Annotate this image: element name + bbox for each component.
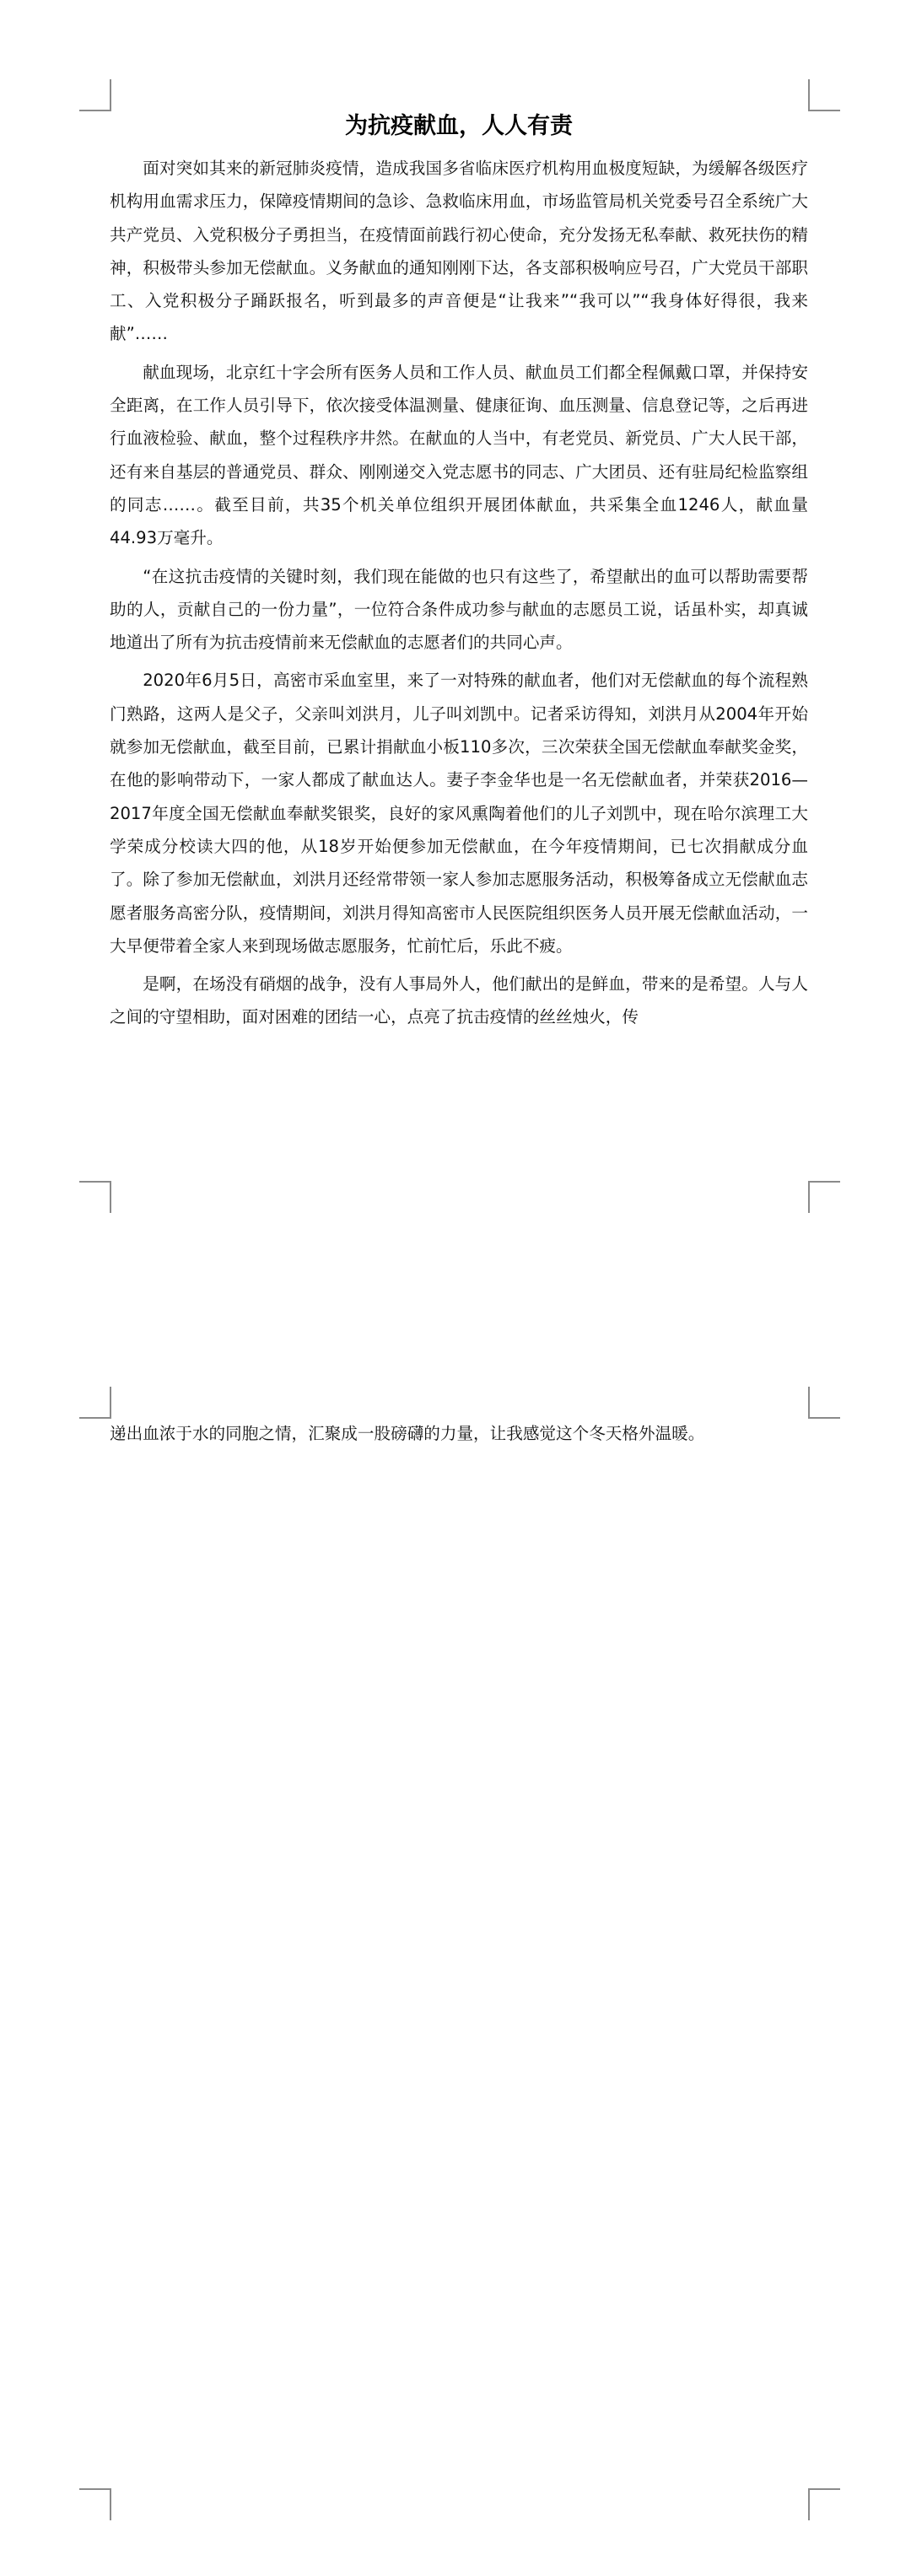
document-page-2: [0, 1346, 911, 2576]
paragraph: 2020年6月5日，高密市采血室里，来了一对特殊的献血者，他们对无偿献血的每个流程熟门熟路，这两人是父子，父亲叫刘洪月，儿子叫刘凯中。记者采访得知，刘洪月从2004年开始就参加无偿献血，截至目前，已累计捐献血小板110多次，三次荣获全国无偿献血奉献奖金奖，在他的影响带动下，一家人都成了献血达人。妻子李金华也是一名无偿献血者，并荣获2016—2017年度全国无偿献血奉献奖银奖，良好的家风熏陶着他们的儿子刘凯中，现在哈尔滨理工大学荣成分校读大四的他，从18岁开始便参加无偿献血，在今年疫情期间，已七次捐献成分血了。除了参加无偿献血，刘洪月还经常带领一家人参加志愿服务活动，积极筹备成立无偿献血志愿者服务高密分队，疫情期间，刘洪月得知高密市人民医院组织医务人员开展无偿献血活动，一大早便带着全家人来到现场做志愿服务，忙前忙后，乐此不疲。: [110, 671, 808, 956]
page-corner-mark: [79, 79, 111, 111]
document-body: [110, 152, 808, 1034]
page-corner-mark: [79, 1181, 111, 1213]
page-corner-mark: [808, 1181, 840, 1213]
paragraph: “在这抗击疫情的关键时刻，我们现在能做的也只有这些了，希望献出的血可以帮助需要帮助的人，贡献自己的一份力量”，一位符合条件成功参与献血的志愿员工说，话虽朴实，却真诚地道出了所有为抗击疫情前来无偿献血的志愿者们的共同心声。: [110, 566, 808, 653]
paragraph-continuation: 递出血浓于水的同胞之情，汇聚成一股磅礴的力量，让我感觉这个冬天格外温暖。: [110, 1424, 705, 1443]
page-corner-mark: [79, 2488, 111, 2520]
page-corner-mark: [808, 79, 840, 111]
document-body-continued: [110, 1417, 808, 1450]
paragraph: 献血现场，北京红十字会所有医务人员和工作人员、献血员工们都全程佩戴口罩，并保持安全距离，在工作人员引导下，依次接受体温测量、健康征询、血压测量、信息登记等，之后再进行血液检验、献血，整个过程秩序井然。在献血的人当中，有老党员、新党员、广大人民干部，还有来自基层的普通党员、群众、刚刚递交入党志愿书的同志、广大团员、还有驻局纪检监察组的同志……。截至目前，共35个机关单位组织开展团体献血，共采集全血1246人，献血量44.93万毫升。: [110, 362, 808, 548]
document-page-1: [0, 0, 911, 1211]
page-corner-mark: [79, 1387, 111, 1419]
page-corner-mark: [808, 2488, 840, 2520]
page-corner-mark: [808, 1387, 840, 1419]
document-title: 为抗疫献血，人人有责: [345, 113, 573, 139]
paragraph: 是啊，在场没有硝烟的战争，没有人事局外人，他们献出的是鲜血，带来的是希望。人与人之间的守望相助，面对困难的团结一心，点亮了抗击疫情的丝丝烛火，传: [110, 974, 808, 1027]
paragraph: 面对突如其来的新冠肺炎疫情，造成我国多省临床医疗机构用血极度短缺，为缓解各级医疗机构用血需求压力，保障疫情期间的急诊、急救临床用血，市场监管局机关党委号召全系统广大共产党员、入党积极分子勇担当，在疫情面前践行初心使命，充分发扬无私奉献、救死扶伤的精神，积极带头参加无偿献血。义务献血的通知刚刚下达，各支部积极响应号召，广大党员干部职工、入党积极分子踊跃报名，听到最多的声音便是“让我来”“我可以”“我身体好得很，我来献”……: [110, 159, 808, 344]
